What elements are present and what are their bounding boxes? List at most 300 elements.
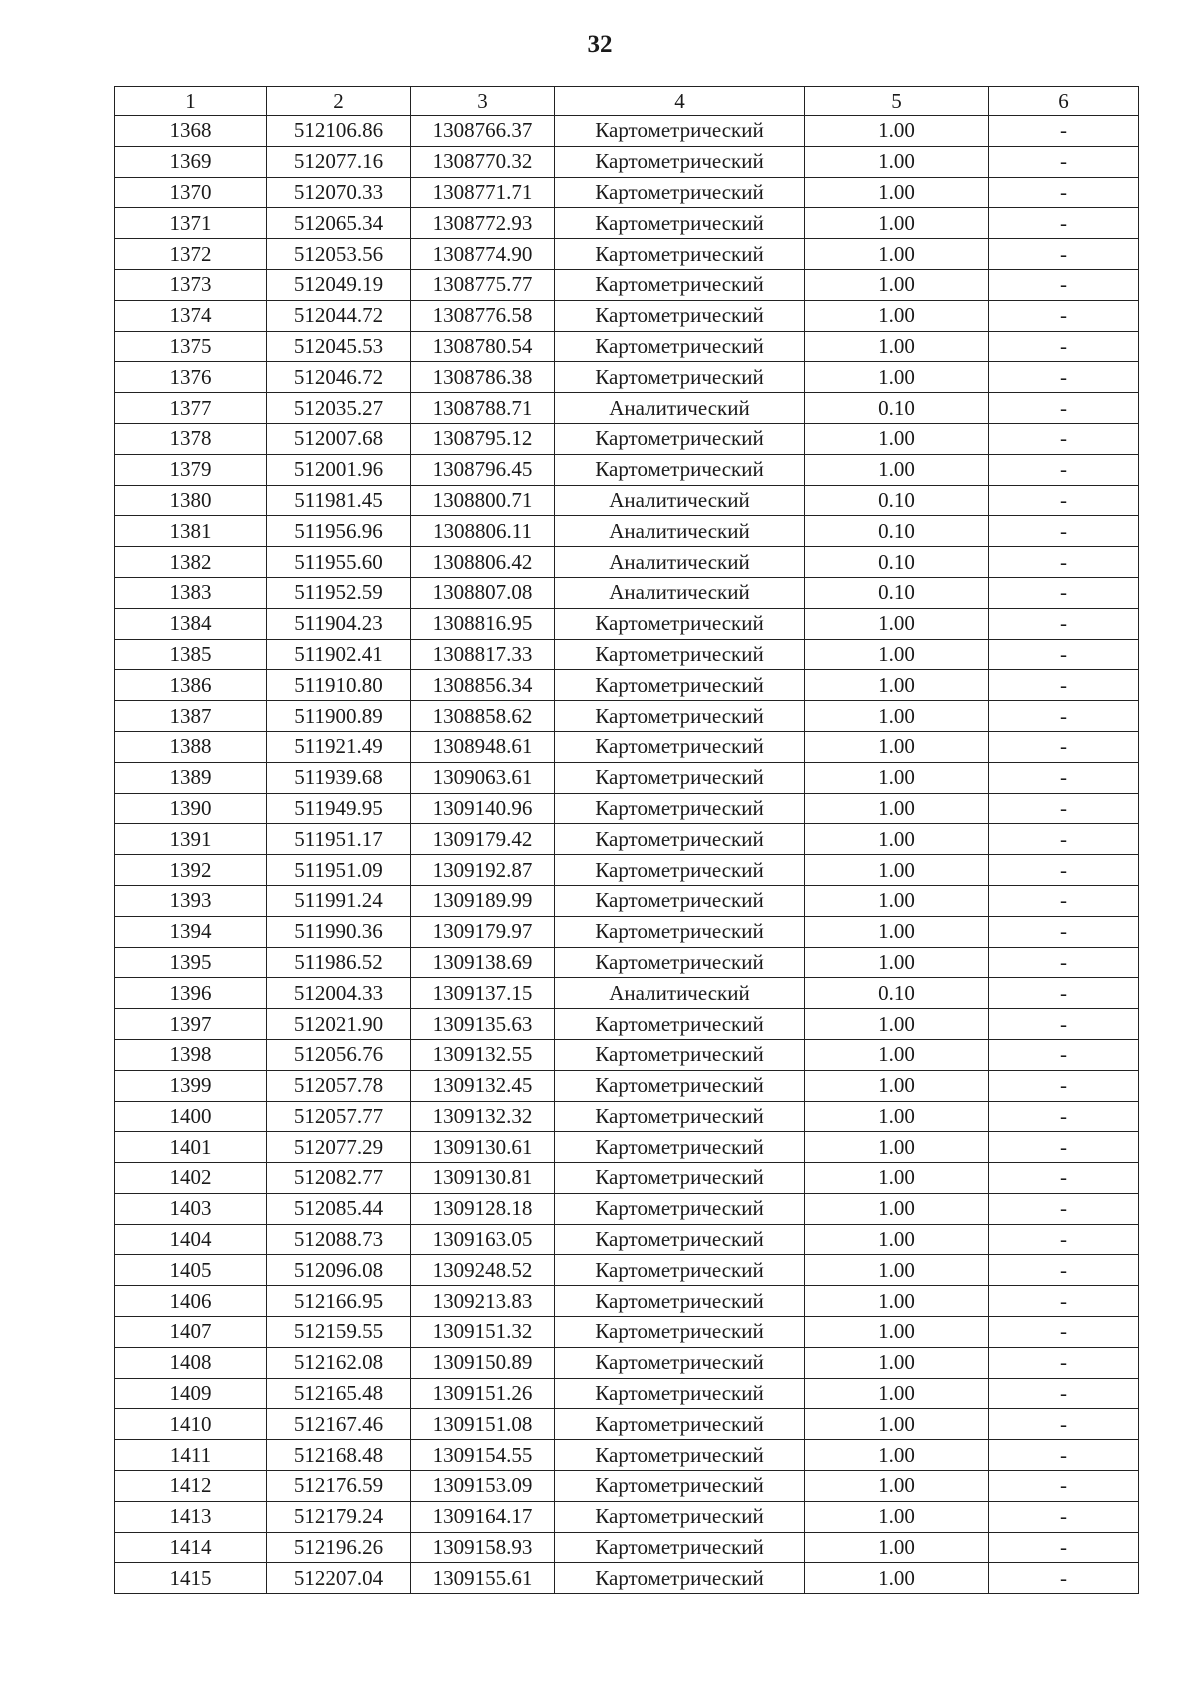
point-number-cell: 1391 bbox=[115, 824, 267, 855]
description-cell: - bbox=[989, 454, 1139, 485]
y-coordinate-cell: 1308816.95 bbox=[411, 608, 555, 639]
table-row bbox=[115, 701, 1139, 732]
y-coordinate-cell: 1308817.33 bbox=[411, 639, 555, 670]
method-cell: Картометрический bbox=[555, 1532, 805, 1563]
point-number-cell: 1398 bbox=[115, 1039, 267, 1070]
table-row bbox=[115, 1255, 1139, 1286]
accuracy-cell: 1.00 bbox=[805, 1532, 989, 1563]
description-cell: - bbox=[989, 331, 1139, 362]
accuracy-cell: 1.00 bbox=[805, 947, 989, 978]
description-cell: - bbox=[989, 1347, 1139, 1378]
method-cell: Картометрический bbox=[555, 824, 805, 855]
x-coordinate-cell: 512159.55 bbox=[267, 1317, 411, 1348]
x-coordinate-cell: 512165.48 bbox=[267, 1378, 411, 1409]
description-cell: - bbox=[989, 362, 1139, 393]
y-coordinate-cell: 1308796.45 bbox=[411, 454, 555, 485]
y-coordinate-cell: 1309163.05 bbox=[411, 1224, 555, 1255]
y-coordinate-cell: 1308788.71 bbox=[411, 393, 555, 424]
table-row bbox=[115, 1347, 1139, 1378]
table-row bbox=[115, 577, 1139, 608]
table-row bbox=[115, 547, 1139, 578]
method-cell: Картометрический bbox=[555, 1132, 805, 1163]
accuracy-cell: 1.00 bbox=[805, 454, 989, 485]
y-coordinate-cell: 1309164.17 bbox=[411, 1501, 555, 1532]
method-cell: Картометрический bbox=[555, 1193, 805, 1224]
accuracy-cell: 1.00 bbox=[805, 1501, 989, 1532]
accuracy-cell: 1.00 bbox=[805, 1009, 989, 1040]
accuracy-cell: 1.00 bbox=[805, 239, 989, 270]
accuracy-cell: 0.10 bbox=[805, 577, 989, 608]
description-cell: - bbox=[989, 1163, 1139, 1194]
x-coordinate-cell: 512077.16 bbox=[267, 146, 411, 177]
method-cell: Картометрический bbox=[555, 423, 805, 454]
table-row bbox=[115, 1070, 1139, 1101]
description-cell: - bbox=[989, 1317, 1139, 1348]
accuracy-cell: 1.00 bbox=[805, 670, 989, 701]
description-cell: - bbox=[989, 485, 1139, 516]
method-cell: Картометрический bbox=[555, 731, 805, 762]
y-coordinate-cell: 1308795.12 bbox=[411, 423, 555, 454]
x-coordinate-cell: 512021.90 bbox=[267, 1009, 411, 1040]
method-cell: Аналитический bbox=[555, 978, 805, 1009]
point-number-cell: 1390 bbox=[115, 793, 267, 824]
description-cell: - bbox=[989, 1193, 1139, 1224]
y-coordinate-cell: 1309063.61 bbox=[411, 762, 555, 793]
table-row bbox=[115, 1039, 1139, 1070]
description-cell: - bbox=[989, 1532, 1139, 1563]
point-number-cell: 1371 bbox=[115, 208, 267, 239]
y-coordinate-cell: 1308771.71 bbox=[411, 177, 555, 208]
x-coordinate-cell: 512168.48 bbox=[267, 1440, 411, 1471]
x-coordinate-cell: 511952.59 bbox=[267, 577, 411, 608]
point-number-cell: 1374 bbox=[115, 300, 267, 331]
point-number-cell: 1380 bbox=[115, 485, 267, 516]
description-cell: - bbox=[989, 146, 1139, 177]
table-row bbox=[115, 423, 1139, 454]
accuracy-cell: 1.00 bbox=[805, 855, 989, 886]
y-coordinate-cell: 1309179.42 bbox=[411, 824, 555, 855]
table-row bbox=[115, 300, 1139, 331]
point-number-cell: 1405 bbox=[115, 1255, 267, 1286]
column-header-3: 3 bbox=[411, 87, 555, 116]
table-row bbox=[115, 762, 1139, 793]
accuracy-cell: 1.00 bbox=[805, 1286, 989, 1317]
method-cell: Картометрический bbox=[555, 608, 805, 639]
y-coordinate-cell: 1308770.32 bbox=[411, 146, 555, 177]
description-cell: - bbox=[989, 670, 1139, 701]
method-cell: Картометрический bbox=[555, 855, 805, 886]
y-coordinate-cell: 1309153.09 bbox=[411, 1471, 555, 1502]
x-coordinate-cell: 511902.41 bbox=[267, 639, 411, 670]
x-coordinate-cell: 511951.17 bbox=[267, 824, 411, 855]
column-header-1: 1 bbox=[115, 87, 267, 116]
x-coordinate-cell: 512004.33 bbox=[267, 978, 411, 1009]
method-cell: Картометрический bbox=[555, 239, 805, 270]
y-coordinate-cell: 1309128.18 bbox=[411, 1193, 555, 1224]
description-cell: - bbox=[989, 1224, 1139, 1255]
x-coordinate-cell: 511900.89 bbox=[267, 701, 411, 732]
point-number-cell: 1409 bbox=[115, 1378, 267, 1409]
table-row bbox=[115, 177, 1139, 208]
accuracy-cell: 1.00 bbox=[805, 177, 989, 208]
description-cell: - bbox=[989, 300, 1139, 331]
accuracy-cell: 1.00 bbox=[805, 1563, 989, 1594]
y-coordinate-cell: 1309132.45 bbox=[411, 1070, 555, 1101]
description-cell: - bbox=[989, 885, 1139, 916]
accuracy-cell: 1.00 bbox=[805, 1224, 989, 1255]
y-coordinate-cell: 1308766.37 bbox=[411, 116, 555, 147]
accuracy-cell: 1.00 bbox=[805, 1255, 989, 1286]
point-number-cell: 1384 bbox=[115, 608, 267, 639]
point-number-cell: 1369 bbox=[115, 146, 267, 177]
method-cell: Картометрический bbox=[555, 1286, 805, 1317]
accuracy-cell: 1.00 bbox=[805, 116, 989, 147]
table-row bbox=[115, 1132, 1139, 1163]
point-number-cell: 1372 bbox=[115, 239, 267, 270]
accuracy-cell: 1.00 bbox=[805, 731, 989, 762]
x-coordinate-cell: 511955.60 bbox=[267, 547, 411, 578]
description-cell: - bbox=[989, 793, 1139, 824]
table-row bbox=[115, 516, 1139, 547]
x-coordinate-cell: 512049.19 bbox=[267, 269, 411, 300]
method-cell: Картометрический bbox=[555, 1347, 805, 1378]
accuracy-cell: 1.00 bbox=[805, 208, 989, 239]
x-coordinate-cell: 511986.52 bbox=[267, 947, 411, 978]
description-cell: - bbox=[989, 1101, 1139, 1132]
x-coordinate-cell: 512082.77 bbox=[267, 1163, 411, 1194]
y-coordinate-cell: 1309150.89 bbox=[411, 1347, 555, 1378]
table-row bbox=[115, 1193, 1139, 1224]
accuracy-cell: 1.00 bbox=[805, 639, 989, 670]
accuracy-cell: 1.00 bbox=[805, 1347, 989, 1378]
y-coordinate-cell: 1309155.61 bbox=[411, 1563, 555, 1594]
description-cell: - bbox=[989, 393, 1139, 424]
y-coordinate-cell: 1309130.81 bbox=[411, 1163, 555, 1194]
column-header-4: 4 bbox=[555, 87, 805, 116]
method-cell: Аналитический bbox=[555, 485, 805, 516]
point-number-cell: 1379 bbox=[115, 454, 267, 485]
description-cell: - bbox=[989, 1070, 1139, 1101]
table-body bbox=[115, 116, 1139, 1594]
method-cell: Картометрический bbox=[555, 1039, 805, 1070]
table-row bbox=[115, 793, 1139, 824]
method-cell: Картометрический bbox=[555, 1009, 805, 1040]
table-row bbox=[115, 331, 1139, 362]
table-row bbox=[115, 639, 1139, 670]
x-coordinate-cell: 512001.96 bbox=[267, 454, 411, 485]
accuracy-cell: 1.00 bbox=[805, 1101, 989, 1132]
accuracy-cell: 1.00 bbox=[805, 331, 989, 362]
x-coordinate-cell: 512088.73 bbox=[267, 1224, 411, 1255]
method-cell: Аналитический bbox=[555, 393, 805, 424]
point-number-cell: 1403 bbox=[115, 1193, 267, 1224]
method-cell: Картометрический bbox=[555, 916, 805, 947]
point-number-cell: 1401 bbox=[115, 1132, 267, 1163]
x-coordinate-cell: 511939.68 bbox=[267, 762, 411, 793]
x-coordinate-cell: 512085.44 bbox=[267, 1193, 411, 1224]
point-number-cell: 1393 bbox=[115, 885, 267, 916]
description-cell: - bbox=[989, 239, 1139, 270]
description-cell: - bbox=[989, 116, 1139, 147]
table-row bbox=[115, 239, 1139, 270]
accuracy-cell: 1.00 bbox=[805, 1409, 989, 1440]
x-coordinate-cell: 511981.45 bbox=[267, 485, 411, 516]
table-row bbox=[115, 393, 1139, 424]
y-coordinate-cell: 1309158.93 bbox=[411, 1532, 555, 1563]
x-coordinate-cell: 512166.95 bbox=[267, 1286, 411, 1317]
y-coordinate-cell: 1309192.87 bbox=[411, 855, 555, 886]
accuracy-cell: 0.10 bbox=[805, 547, 989, 578]
point-number-cell: 1415 bbox=[115, 1563, 267, 1594]
y-coordinate-cell: 1308806.11 bbox=[411, 516, 555, 547]
x-coordinate-cell: 511951.09 bbox=[267, 855, 411, 886]
table-row bbox=[115, 1471, 1139, 1502]
accuracy-cell: 1.00 bbox=[805, 762, 989, 793]
table-row bbox=[115, 1440, 1139, 1471]
y-coordinate-cell: 1309135.63 bbox=[411, 1009, 555, 1040]
table-row bbox=[115, 362, 1139, 393]
y-coordinate-cell: 1308780.54 bbox=[411, 331, 555, 362]
point-number-cell: 1386 bbox=[115, 670, 267, 701]
method-cell: Картометрический bbox=[555, 208, 805, 239]
method-cell: Картометрический bbox=[555, 331, 805, 362]
table-row bbox=[115, 1163, 1139, 1194]
table-row bbox=[115, 916, 1139, 947]
y-coordinate-cell: 1309130.61 bbox=[411, 1132, 555, 1163]
description-cell: - bbox=[989, 177, 1139, 208]
table-row bbox=[115, 1563, 1139, 1594]
y-coordinate-cell: 1309138.69 bbox=[411, 947, 555, 978]
accuracy-cell: 1.00 bbox=[805, 916, 989, 947]
point-number-cell: 1408 bbox=[115, 1347, 267, 1378]
y-coordinate-cell: 1308800.71 bbox=[411, 485, 555, 516]
accuracy-cell: 1.00 bbox=[805, 1317, 989, 1348]
x-coordinate-cell: 512044.72 bbox=[267, 300, 411, 331]
y-coordinate-cell: 1308806.42 bbox=[411, 547, 555, 578]
method-cell: Картометрический bbox=[555, 947, 805, 978]
x-coordinate-cell: 512045.53 bbox=[267, 331, 411, 362]
accuracy-cell: 1.00 bbox=[805, 1471, 989, 1502]
description-cell: - bbox=[989, 855, 1139, 886]
table-row bbox=[115, 1317, 1139, 1348]
description-cell: - bbox=[989, 1563, 1139, 1594]
description-cell: - bbox=[989, 701, 1139, 732]
point-number-cell: 1395 bbox=[115, 947, 267, 978]
point-number-cell: 1413 bbox=[115, 1501, 267, 1532]
accuracy-cell: 1.00 bbox=[805, 1378, 989, 1409]
x-coordinate-cell: 512070.33 bbox=[267, 177, 411, 208]
method-cell: Картометрический bbox=[555, 1317, 805, 1348]
method-cell: Картометрический bbox=[555, 300, 805, 331]
method-cell: Картометрический bbox=[555, 177, 805, 208]
method-cell: Картометрический bbox=[555, 1440, 805, 1471]
point-number-cell: 1394 bbox=[115, 916, 267, 947]
method-cell: Картометрический bbox=[555, 1378, 805, 1409]
method-cell: Картометрический bbox=[555, 269, 805, 300]
method-cell: Картометрический bbox=[555, 1224, 805, 1255]
description-cell: - bbox=[989, 916, 1139, 947]
method-cell: Картометрический bbox=[555, 146, 805, 177]
y-coordinate-cell: 1309151.26 bbox=[411, 1378, 555, 1409]
y-coordinate-cell: 1309189.99 bbox=[411, 885, 555, 916]
table-row bbox=[115, 116, 1139, 147]
x-coordinate-cell: 511956.96 bbox=[267, 516, 411, 547]
point-number-cell: 1370 bbox=[115, 177, 267, 208]
point-number-cell: 1399 bbox=[115, 1070, 267, 1101]
y-coordinate-cell: 1308772.93 bbox=[411, 208, 555, 239]
y-coordinate-cell: 1309132.32 bbox=[411, 1101, 555, 1132]
point-number-cell: 1375 bbox=[115, 331, 267, 362]
y-coordinate-cell: 1308776.58 bbox=[411, 300, 555, 331]
method-cell: Картометрический bbox=[555, 1101, 805, 1132]
table-row bbox=[115, 608, 1139, 639]
point-number-cell: 1410 bbox=[115, 1409, 267, 1440]
x-coordinate-cell: 512056.76 bbox=[267, 1039, 411, 1070]
point-number-cell: 1392 bbox=[115, 855, 267, 886]
table-row bbox=[115, 485, 1139, 516]
point-number-cell: 1402 bbox=[115, 1163, 267, 1194]
x-coordinate-cell: 511921.49 bbox=[267, 731, 411, 762]
method-cell: Картометрический bbox=[555, 793, 805, 824]
y-coordinate-cell: 1309248.52 bbox=[411, 1255, 555, 1286]
accuracy-cell: 0.10 bbox=[805, 485, 989, 516]
point-number-cell: 1397 bbox=[115, 1009, 267, 1040]
description-cell: - bbox=[989, 1132, 1139, 1163]
point-number-cell: 1368 bbox=[115, 116, 267, 147]
point-number-cell: 1385 bbox=[115, 639, 267, 670]
accuracy-cell: 1.00 bbox=[805, 300, 989, 331]
point-number-cell: 1400 bbox=[115, 1101, 267, 1132]
accuracy-cell: 1.00 bbox=[805, 1440, 989, 1471]
column-header-6: 6 bbox=[989, 87, 1139, 116]
method-cell: Картометрический bbox=[555, 454, 805, 485]
method-cell: Картометрический bbox=[555, 885, 805, 916]
y-coordinate-cell: 1309154.55 bbox=[411, 1440, 555, 1471]
point-number-cell: 1373 bbox=[115, 269, 267, 300]
header-row bbox=[115, 87, 1139, 116]
accuracy-cell: 0.10 bbox=[805, 516, 989, 547]
x-coordinate-cell: 512207.04 bbox=[267, 1563, 411, 1594]
description-cell: - bbox=[989, 547, 1139, 578]
table-row bbox=[115, 1532, 1139, 1563]
description-cell: - bbox=[989, 1471, 1139, 1502]
x-coordinate-cell: 512162.08 bbox=[267, 1347, 411, 1378]
y-coordinate-cell: 1308774.90 bbox=[411, 239, 555, 270]
description-cell: - bbox=[989, 1009, 1139, 1040]
description-cell: - bbox=[989, 1255, 1139, 1286]
method-cell: Аналитический bbox=[555, 547, 805, 578]
description-cell: - bbox=[989, 1039, 1139, 1070]
x-coordinate-cell: 511910.80 bbox=[267, 670, 411, 701]
description-cell: - bbox=[989, 978, 1139, 1009]
accuracy-cell: 1.00 bbox=[805, 362, 989, 393]
description-cell: - bbox=[989, 516, 1139, 547]
point-number-cell: 1404 bbox=[115, 1224, 267, 1255]
y-coordinate-cell: 1308807.08 bbox=[411, 577, 555, 608]
point-number-cell: 1412 bbox=[115, 1471, 267, 1502]
y-coordinate-cell: 1309151.32 bbox=[411, 1317, 555, 1348]
x-coordinate-cell: 512007.68 bbox=[267, 423, 411, 454]
accuracy-cell: 1.00 bbox=[805, 423, 989, 454]
y-coordinate-cell: 1309132.55 bbox=[411, 1039, 555, 1070]
point-number-cell: 1376 bbox=[115, 362, 267, 393]
x-coordinate-cell: 512065.34 bbox=[267, 208, 411, 239]
table-row bbox=[115, 855, 1139, 886]
description-cell: - bbox=[989, 1286, 1139, 1317]
x-coordinate-cell: 512057.78 bbox=[267, 1070, 411, 1101]
point-number-cell: 1396 bbox=[115, 978, 267, 1009]
table-row bbox=[115, 269, 1139, 300]
accuracy-cell: 1.00 bbox=[805, 608, 989, 639]
table-row bbox=[115, 731, 1139, 762]
description-cell: - bbox=[989, 1409, 1139, 1440]
table-row bbox=[115, 978, 1139, 1009]
method-cell: Картометрический bbox=[555, 1163, 805, 1194]
y-coordinate-cell: 1308948.61 bbox=[411, 731, 555, 762]
accuracy-cell: 1.00 bbox=[805, 146, 989, 177]
table-row bbox=[115, 1286, 1139, 1317]
y-coordinate-cell: 1309179.97 bbox=[411, 916, 555, 947]
point-number-cell: 1377 bbox=[115, 393, 267, 424]
accuracy-cell: 0.10 bbox=[805, 978, 989, 1009]
method-cell: Картометрический bbox=[555, 1501, 805, 1532]
method-cell: Картометрический bbox=[555, 1255, 805, 1286]
description-cell: - bbox=[989, 1440, 1139, 1471]
x-coordinate-cell: 511991.24 bbox=[267, 885, 411, 916]
method-cell: Аналитический bbox=[555, 516, 805, 547]
method-cell: Картометрический bbox=[555, 1563, 805, 1594]
table-row bbox=[115, 454, 1139, 485]
point-number-cell: 1411 bbox=[115, 1440, 267, 1471]
method-cell: Картометрический bbox=[555, 362, 805, 393]
column-header-2: 2 bbox=[267, 87, 411, 116]
table-row bbox=[115, 1409, 1139, 1440]
method-cell: Картометрический bbox=[555, 1409, 805, 1440]
accuracy-cell: 1.00 bbox=[805, 701, 989, 732]
point-number-cell: 1388 bbox=[115, 731, 267, 762]
accuracy-cell: 1.00 bbox=[805, 1070, 989, 1101]
description-cell: - bbox=[989, 577, 1139, 608]
table-row bbox=[115, 885, 1139, 916]
accuracy-cell: 1.00 bbox=[805, 269, 989, 300]
point-number-cell: 1387 bbox=[115, 701, 267, 732]
point-number-cell: 1389 bbox=[115, 762, 267, 793]
description-cell: - bbox=[989, 1501, 1139, 1532]
description-cell: - bbox=[989, 269, 1139, 300]
point-number-cell: 1382 bbox=[115, 547, 267, 578]
description-cell: - bbox=[989, 731, 1139, 762]
description-cell: - bbox=[989, 824, 1139, 855]
accuracy-cell: 1.00 bbox=[805, 824, 989, 855]
x-coordinate-cell: 512077.29 bbox=[267, 1132, 411, 1163]
y-coordinate-cell: 1309151.08 bbox=[411, 1409, 555, 1440]
x-coordinate-cell: 511904.23 bbox=[267, 608, 411, 639]
description-cell: - bbox=[989, 639, 1139, 670]
point-number-cell: 1381 bbox=[115, 516, 267, 547]
page-number: 32 bbox=[587, 31, 613, 58]
accuracy-cell: 1.00 bbox=[805, 793, 989, 824]
table-row bbox=[115, 1101, 1139, 1132]
table-row bbox=[115, 824, 1139, 855]
method-cell: Картометрический bbox=[555, 1070, 805, 1101]
method-cell: Картометрический bbox=[555, 762, 805, 793]
description-cell: - bbox=[989, 208, 1139, 239]
table-row bbox=[115, 208, 1139, 239]
accuracy-cell: 1.00 bbox=[805, 1132, 989, 1163]
x-coordinate-cell: 512096.08 bbox=[267, 1255, 411, 1286]
y-coordinate-cell: 1308775.77 bbox=[411, 269, 555, 300]
x-coordinate-cell: 512179.24 bbox=[267, 1501, 411, 1532]
